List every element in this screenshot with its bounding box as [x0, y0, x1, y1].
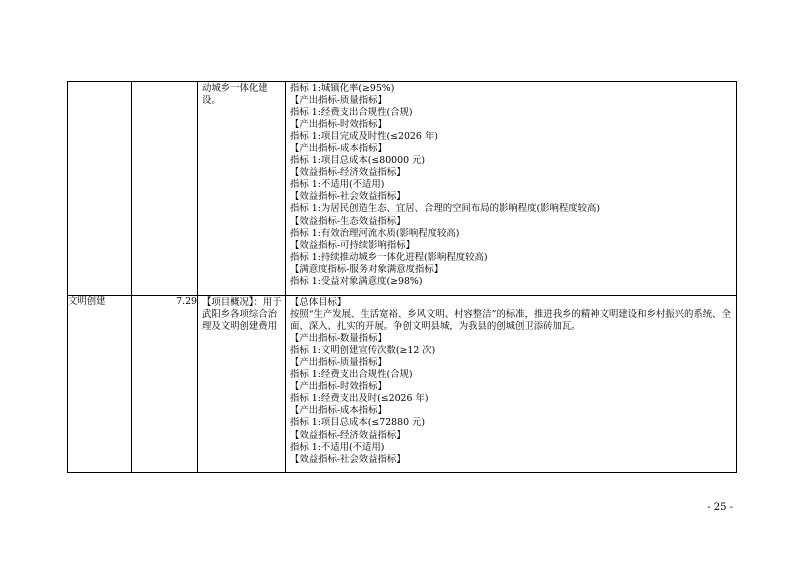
overview-text: 【项目概况】：用于武阳乡各项综合治理及文明创建费用 [202, 297, 282, 333]
amount-cell [132, 82, 198, 296]
indicator-line: 【产出指标-成本指标】 [290, 143, 387, 155]
indicator-line: 【产出指标-质量指标】 [290, 357, 387, 369]
indicator-line: 【产出指标-成本指标】 [290, 405, 387, 417]
indicator-line: 【产出指标-数量指标】 [290, 333, 387, 345]
indicator-line: 指标 1:不适用(不适用) [290, 179, 385, 191]
indicator-line: 【满意度指标-服务对象满意度指标】 [290, 263, 444, 275]
indicator-line: 指标 1:有效治理河流水质(影响程度较高) [290, 227, 460, 239]
performance-table [67, 81, 737, 473]
indicator-list [286, 296, 736, 467]
overview-cell [198, 296, 286, 473]
overview-text: 动城乡一体化建设。 [202, 83, 268, 107]
page-number: - 25 - [707, 502, 733, 513]
indicator-line: 【产出指标-时效指标】 [290, 119, 387, 131]
indicator-line: 指标 1:项目完成及时性(≤2026 年) [290, 131, 438, 143]
indicator-line: 指标 1:文明创建宣传次数(≥12 次) [290, 345, 436, 357]
table-row [68, 82, 737, 296]
indicator-line: 指标 1:城镇化率(≥95%) [290, 83, 395, 94]
goal-text: 按照“生产发展、生活宽裕、乡风文明、村容整洁”的标准，推进我乡的精神文明建设和乡村振兴的系统、全面、深入、扎实的开展。争创文明县城，为我县的创城创卫添砖加瓦。 [290, 309, 731, 333]
project-name-cell [68, 82, 132, 296]
overview-cell [198, 82, 286, 296]
indicator-sublist [290, 333, 733, 466]
indicator-line: 指标 1:经费支出及时(≤2026 年) [290, 393, 429, 405]
indicator-line: 【效益指标-社会效益指标】 [290, 191, 406, 203]
project-name-cell: 文明创建 [68, 296, 132, 473]
indicator-line: 【效益指标-生态效益指标】 [290, 215, 406, 227]
indicator-line: 【效益指标-可持续影响指标】 [290, 239, 416, 251]
indicator-line: 指标 1:经费支出合规性(合规) [290, 107, 413, 119]
indicator-line: 指标 1:项目总成本(≤80000 元) [290, 155, 426, 167]
indicator-line: 指标 1:经费支出合规性(合规) [290, 369, 413, 381]
indicator-line: 指标 1:为居民创造生态、宜居、合理的空间布局的影响程度(影响程度较高) [290, 203, 601, 215]
indicator-line: 指标 1:项目总成本(≤72880 元) [290, 417, 426, 429]
table-row [68, 296, 737, 473]
indicator-line: 指标 1:受益对象满意度(≥98%) [290, 275, 423, 287]
indicator-line: 【效益指标-经济效益指标】 [290, 167, 406, 179]
indicator-line: 【效益指标-经济效益指标】 [290, 429, 406, 441]
indicator-cell [286, 296, 737, 473]
indicator-line: 【效益指标-社会效益指标】 [290, 453, 406, 465]
goal-header: 【总体目标】 [290, 297, 347, 308]
indicator-line: 指标 1:不适用(不适用) [290, 441, 385, 453]
amount-cell: 7.29 [132, 296, 198, 473]
indicator-line: 指标 1:持续推动城乡一体化进程(影响程度较高) [290, 251, 488, 263]
indicator-list [286, 82, 736, 289]
indicator-line: 【产出指标-质量指标】 [290, 95, 387, 107]
indicator-cell [286, 82, 737, 296]
indicator-line: 【产出指标-时效指标】 [290, 381, 387, 393]
